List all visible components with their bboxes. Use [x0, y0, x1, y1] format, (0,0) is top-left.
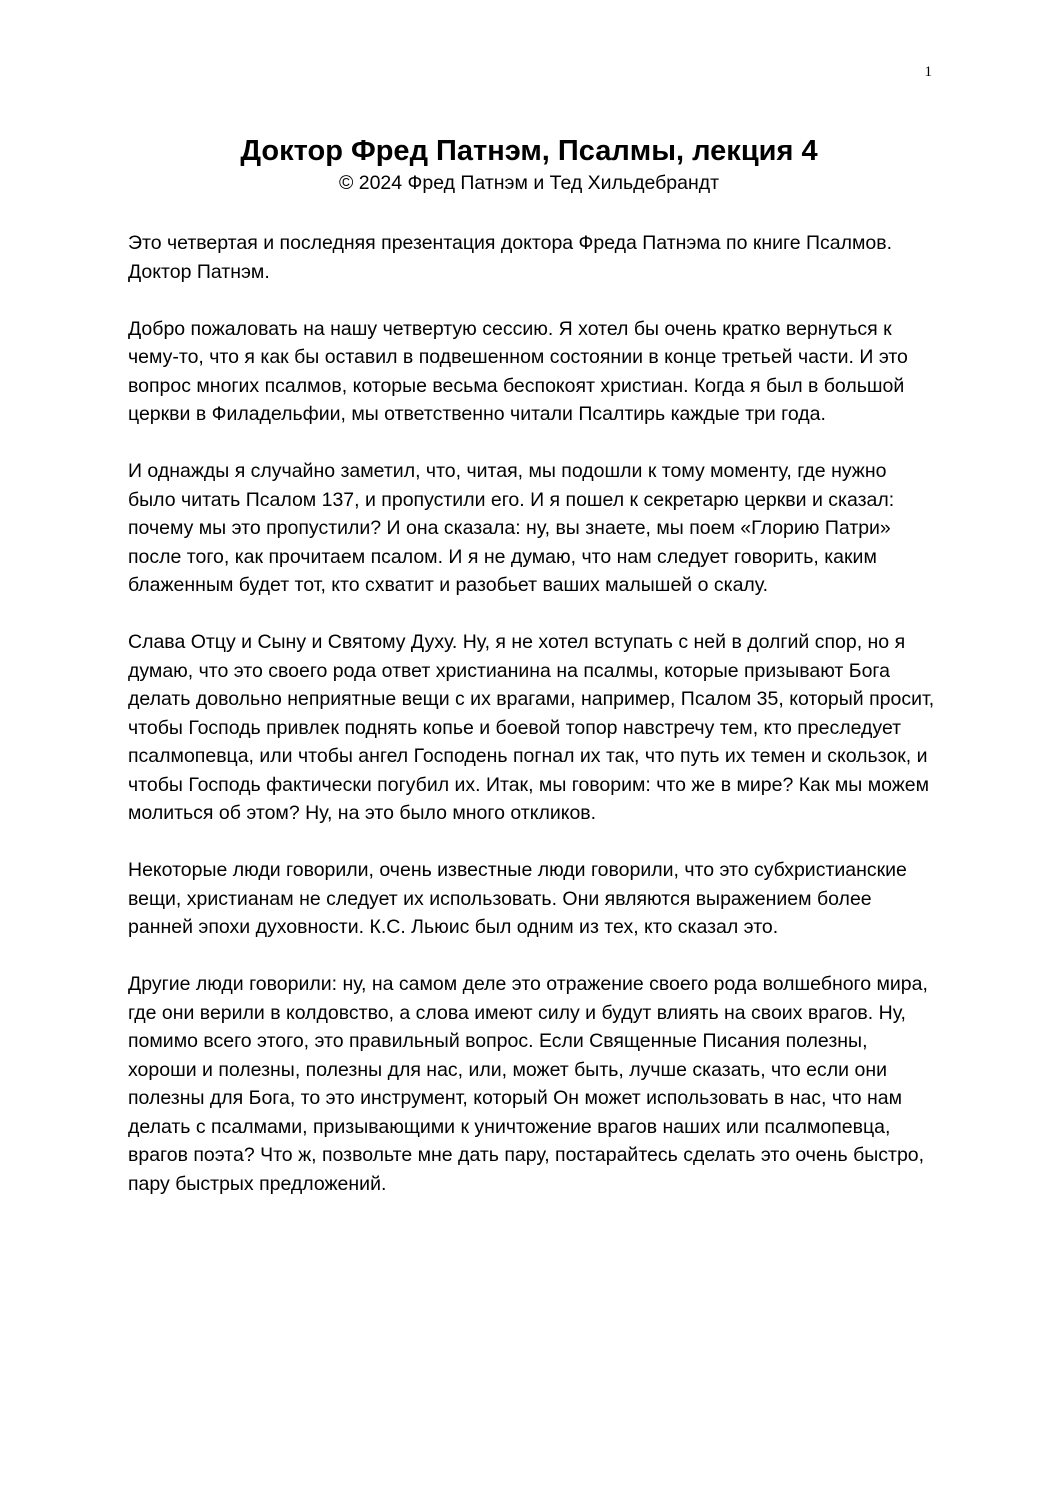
paragraph-4: Слава Отцу и Сыну и Святому Духу. Ну, я не хотел вступать с ней в долгий спор, но я думаю, что это своего рода ответ христианина на псалмы, которые призывают Бога делать довольно неприятные вещи с их врагами, например, Псалом 35, который просит, чтобы Господь привлек поднять копье и боевой топор навстречу тем, кто преследует псалмопевца, или чтобы ангел Господень погнал их так, что путь их темен и скользок, и чтобы Господь фактически погубил их. Итак, мы говорим: что же в мире? Как мы можем молиться об этом? Ну, на это было много откликов. [128, 631, 935, 824]
paragraph-5: Некоторые люди говорили, очень известные люди говорили, что это субхристианские вещи, христианам не следует их использовать. Они являются выражением более ранней эпохи духовности. К.С. Льюис был одним из тех, кто сказал это. [128, 859, 907, 938]
copyright-line: © 2024 Фред Патнэм и Тед Хильдебрандт [338, 172, 720, 194]
document-body [128, 229, 936, 1227]
document-title: Доктор Фред Патнэм, Псалмы, лекция 4 [240, 135, 818, 167]
paragraph-3: И однажды я случайно заметил, что, читая, мы подошли к тому моменту, где нужно было читать Псалом 137, и пропустили его. И я пошел к секретарю церкви и сказал: почему мы это пропустили? И она сказала: ну, вы знаете, мы поем «Глорию Патри» после того, как прочитаем псалом. И я не думаю, что нам следует говорить, каким блаженным будет тот, кто схватит и разобьет ваших малышей о скалу. [128, 460, 895, 596]
paragraph-6: Другие люди говорили: ну, на самом деле это отражение своего рода волшебного мира, где они верили в колдовство, а слова имеют силу и будут влиять на своих врагов. Ну, помимо всего этого, это правильный вопрос. Если Священные Писания полезны, хороши и полезны, полезны для нас, или, может быть, лучше сказать, что если они полезны для Бога, то это инструмент, который Он может использовать в нас, что нам делать с псалмами, призывающими к уничтожение врагов наших или псалмопевца, врагов поэта? Что ж, позвольте мне дать пару, постарайтесь сделать это очень быстро, пару быстрых предложений. [128, 973, 928, 1195]
page-number: 1 [924, 64, 932, 80]
paragraph-2: Добро пожаловать на нашу четвертую сессию. Я хотел бы очень кратко вернуться к чему-то, что я как бы оставил в подвешенном состоянии в конце третьей части. И это вопрос многих псалмов, которые весьма беспокоят христиан. Когда я был в большой церкви в Филадельфии, мы ответственно читали Псалтирь каждые три года. [128, 317, 908, 425]
paragraph-1: Это четвертая и последняя презентация доктора Фреда Патнэма по книге Псалмов. Доктор Патнэм. [128, 232, 893, 283]
document-header [0, 132, 1058, 196]
